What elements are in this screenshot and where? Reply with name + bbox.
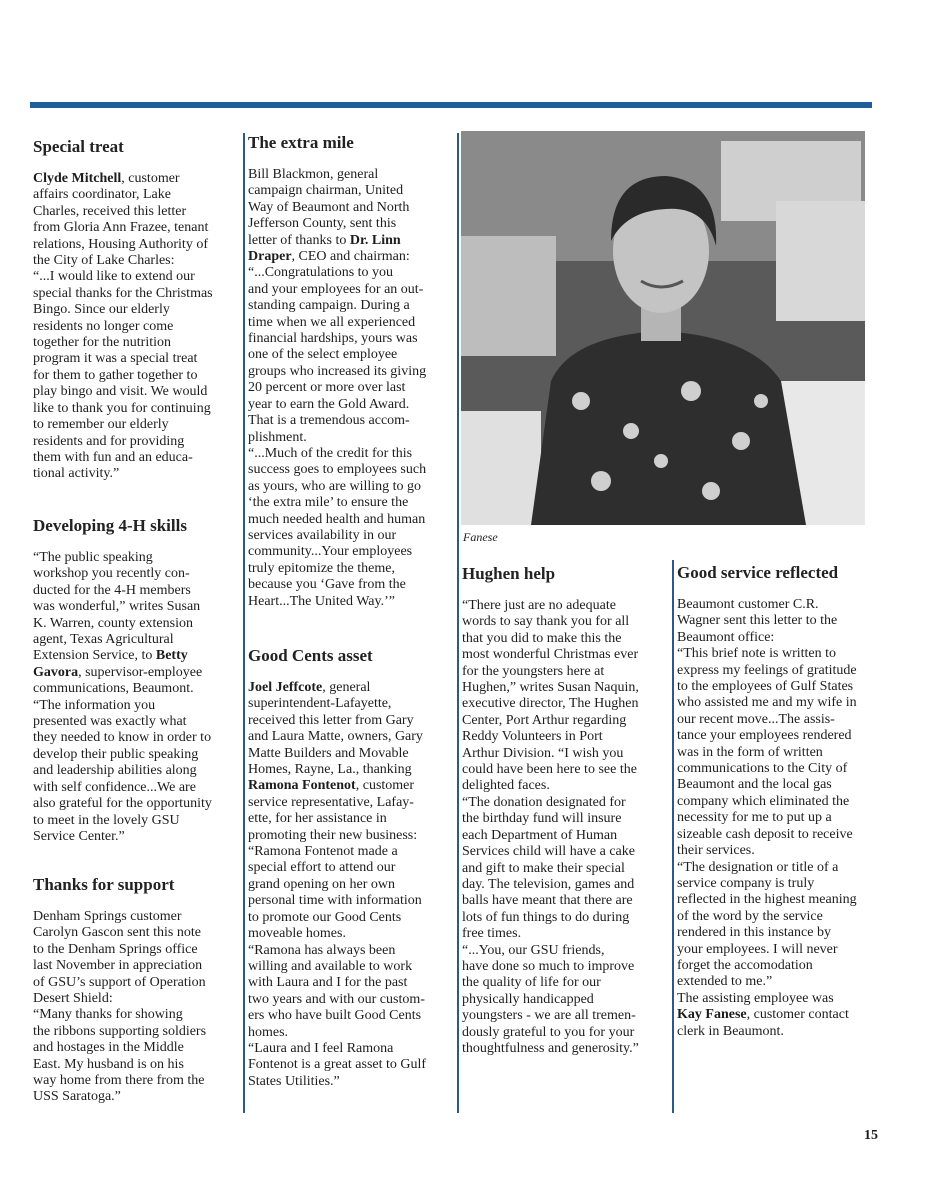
text-run: “This brief note is written to express my feelings of gratitude to the employees of Gulf States who assisted me and my wife in our recent move...The assis- tance your employees rendered was in the form of written communications to the City of Beaumont and the local gas company which eliminated the necessity for me to put up a sizeable cash deposit to receive their services. xyxy=(677,646,857,859)
text-run: “The information you presented was exactly what they needed to know in order to develop their public speaking and leadership abilities along with self confidence...We are also grateful for the opportunity to meet in the lovely GSU Service Center.” xyxy=(33,697,212,844)
article-heading: Hughen help xyxy=(462,564,556,583)
person-name: Kay Fanese xyxy=(677,1007,747,1023)
text-run: , customer contact clerk in Beaumont. xyxy=(677,1007,849,1039)
text-run: Bill Blackmon, general campaign chairman, United Way of Beaumont and North Jefferson County, sent this letter of thanks to xyxy=(248,167,410,248)
article-hughen-help xyxy=(462,564,670,1057)
article-paragraph xyxy=(248,167,456,265)
article-extra-mile xyxy=(248,133,456,610)
text-run: “...I would like to extend our special thanks for the Christmas Bingo. Since our elderly residents no longer come together for the nutrition program it was a special treat for them to gather together to play bingo and visit. We would like to thank you for continuing to remember our elderly residents and for providing them with fun and an educa- tional activity.” xyxy=(33,269,213,482)
text-run: “...You, our GSU friends, have done so much to improve the quality of life for our physically handicapped youngsters - we are all tremen- dously grateful to you for your thoughtfulness and generosity.” xyxy=(462,942,639,1056)
article-paragraph xyxy=(33,171,243,269)
text-run: “Many thanks for showing the ribbons supporting soldiers and hostages in the Middle East. My husband is on his way home from there from the USS Saratoga.” xyxy=(33,1007,207,1105)
text-run: “The designation or title of a service company is truly reflected in the highest meaning of the word by the service rendered in this instance by your employees. I will never forget the accomodation extended to me.” xyxy=(677,859,857,990)
column-divider xyxy=(243,133,245,1113)
column-divider xyxy=(457,133,459,1113)
article-paragraph xyxy=(677,991,877,1040)
person-name: Dr. Linn Draper xyxy=(248,232,401,265)
text-run: , customer service representative, Lafay- ette, for her assistance in promoting their new business: xyxy=(248,778,418,843)
article-paragraph xyxy=(462,795,670,943)
article-paragraph xyxy=(33,550,243,698)
article-heading: Thanks for support xyxy=(33,875,175,894)
article-paragraph xyxy=(33,1007,243,1105)
article-developing-4h xyxy=(33,516,243,845)
text-run: “The donation designated for the birthday fund will insure each Department of Human Services child will have a cake and gift to make their special day. The television, games and balls have meant that there are lots of fun things to do during free times. xyxy=(462,794,635,942)
article-good-service xyxy=(677,563,877,1040)
article-paragraph xyxy=(248,1041,456,1090)
portrait-photo xyxy=(461,131,865,525)
text-run: , CEO and chairman: xyxy=(291,249,410,265)
article-paragraph xyxy=(33,269,243,482)
person-name: Joel Jeffcote xyxy=(248,680,323,695)
text-run: , supervisor-employee communications, Beaumont. xyxy=(33,664,203,697)
text-run: , customer affairs coordinator, Lake Charles, received this letter from Gloria Ann Frazee, tenant relations, Housing Authority of the City of Lake Charles: xyxy=(33,171,209,269)
person-name: Clyde Mitchell xyxy=(33,171,122,186)
article-heading: Good Cents asset xyxy=(248,646,373,665)
text-run: “...Congratulations to you and your employees for an out- standing campaign. During a time when we all experienced financial hardships, yours was one of the select employee groups who increased its giving 20 percent or more over last year to earn the Gold Award. That is a tremendous accom- plishment. xyxy=(248,265,427,445)
article-paragraph xyxy=(248,265,456,445)
text-run: Denham Springs customer Carolyn Gascon sent this note to the Denham Springs office last November in appreciation of GSU’s support of Operation Desert Shield: xyxy=(33,909,206,1007)
article-special-treat xyxy=(33,137,243,483)
article-paragraph xyxy=(462,598,670,795)
article-heading: The extra mile xyxy=(248,133,354,152)
article-heading: Special treat xyxy=(33,137,124,156)
text-run: “Laura and I feel Ramona Fontenot is a great asset to Gulf States Utilities.” xyxy=(248,1040,427,1089)
text-run: The assisting employee was xyxy=(677,990,834,1006)
text-run: “There just are no adequate words to say thank you for all that you did to make this the most wonderful Christmas ever for the youngsters here at Hughen,” writes Susan Naquin, executive director, The Hughen Center, Port Arthur regarding Reddy Volunteers in Port Arthur Division. “I wish you could have been here to see the delighted faces. xyxy=(462,598,639,794)
article-paragraph xyxy=(248,446,456,610)
column-divider xyxy=(672,560,674,1113)
text-run: , general superintendent-Lafayette, received this letter from Gary and Laura Matte, owners, Gary Matte Builders and Movable Homes, Rayne, La., thanking xyxy=(248,680,423,778)
article-paragraph xyxy=(677,646,877,859)
header-rule xyxy=(30,102,872,108)
article-good-cents xyxy=(248,646,456,1090)
person-name: Ramona Fontenot xyxy=(248,778,356,794)
text-run: “...Much of the credit for this success goes to employees such as yours, who are willing to go ‘the extra mile’ to ensure the much needed health and human services availability in our community...Your employees truly epitomize the theme, because you ‘Gave from the Heart...The United Way.’” xyxy=(248,445,427,609)
article-paragraph xyxy=(677,597,877,646)
photo-caption: Fanese xyxy=(463,530,498,544)
article-paragraph xyxy=(462,943,670,1058)
article-paragraph xyxy=(33,909,243,1007)
article-heading: Good service reflected xyxy=(677,563,839,582)
article-paragraph xyxy=(248,680,456,844)
article-paragraph xyxy=(33,698,243,846)
article-paragraph xyxy=(677,860,877,991)
page-number: 15 xyxy=(864,1128,878,1143)
text-run: “Ramona has always been willing and available to work with Laura and I for the past two years and with our custom- ers who have built Good Cents homes. xyxy=(248,942,425,1040)
article-paragraph xyxy=(248,943,456,1041)
text-run: “Ramona Fontenot made a special effort to attend our grand opening on her own personal time with information to promote our Good Cents moveable homes. xyxy=(248,844,422,942)
article-paragraph xyxy=(248,844,456,942)
article-heading: Developing 4-H skills xyxy=(33,516,187,535)
article-thanks-support xyxy=(33,875,243,1106)
text-run: “The public speaking workshop you recently con- ducted for the 4-H members was wonderful,” writes Susan K. Warren, county extension agent, Texas Agricultural Extension Service, to xyxy=(33,550,201,664)
person-name: Betty Gavora xyxy=(33,648,188,680)
text-run: Beaumont customer C.R. Wagner sent this letter to the Beaumont office: xyxy=(677,597,838,645)
